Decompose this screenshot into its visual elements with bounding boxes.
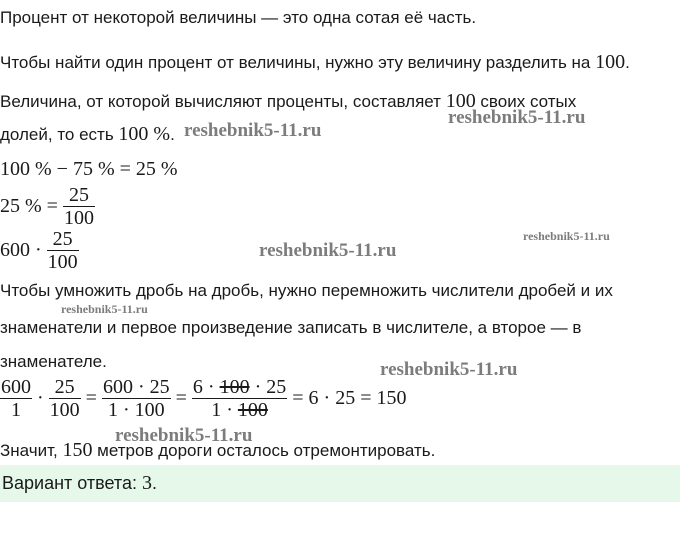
text-line-6: знаменатели и первое произведение записать в числителе, а второе — в — [0, 318, 582, 337]
text-line-5: Чтобы умножить дробь на дробь, нужно перемножить числители дробей и их — [0, 281, 613, 300]
equation-1: 100 % − 75 % = 25 % — [0, 158, 178, 180]
fraction-numerator: 25 — [54, 376, 75, 398]
number-100: 100 — [445, 90, 476, 112]
number-100: 100 — [595, 51, 626, 73]
answer-number: 3 — [141, 472, 152, 494]
text-line-4 — [0, 124, 175, 145]
answer-end: . — [151, 473, 157, 493]
text-line-3-end: своих сотых — [475, 92, 577, 111]
fraction-product — [102, 376, 171, 421]
watermark: reshebnik5-11.ru — [259, 240, 397, 261]
equals-operator: = — [85, 387, 97, 409]
fraction-denominator: 1 · 100 — [102, 398, 171, 421]
equation-big — [0, 376, 411, 421]
den-part-a: 1 · — [211, 399, 238, 421]
equation-3-left: 600 · — [0, 239, 42, 261]
equation-3 — [0, 228, 79, 270]
fraction-denominator: 100 — [47, 250, 79, 270]
text-line-2-body: Чтобы найти один процент от величины, нужно эту величину разделить на — [0, 53, 596, 72]
watermark: reshebnik5-11.ru — [523, 229, 610, 243]
num-part-a: 6 · — [192, 376, 220, 398]
text-line-3-body: Величина, от которой вычисляют проценты, составляет — [0, 92, 446, 111]
watermark: reshebnik5-11.ru — [184, 120, 322, 141]
fraction-25-100 — [49, 376, 81, 421]
fraction-25-100 — [63, 184, 95, 229]
fraction-denominator — [192, 398, 287, 421]
fraction-numerator — [192, 376, 287, 398]
dot-operator: · — [37, 387, 44, 409]
equation-2 — [0, 184, 95, 229]
result-tail: = 6 · 25 = 150 — [292, 387, 407, 409]
text-line-4-end: . — [170, 125, 175, 144]
number-150: 150 — [62, 439, 93, 461]
fraction-denominator: 100 — [63, 207, 94, 229]
fraction-denominator: 1 — [0, 398, 32, 421]
text-line-7: знаменателе. — [0, 352, 107, 371]
watermark: reshebnik5-11.ru — [115, 425, 253, 446]
watermark: reshebnik5-11.ru — [61, 302, 148, 316]
percent-100: 100 % — [118, 123, 171, 145]
text-line-8-end: метров дороги осталось отремонтировать. — [92, 441, 436, 460]
fraction-numerator: 25 — [68, 184, 89, 206]
equation-2-left: 25 % = — [0, 195, 58, 217]
fraction-600-1 — [0, 376, 32, 421]
text-line-1: Процент от некоторой величины — это одна сотая её часть. — [0, 8, 477, 27]
fraction-numerator: 25 — [52, 228, 73, 250]
fraction-25-100 — [47, 228, 79, 270]
cancelled-100: 100 — [237, 399, 268, 421]
num-part-c: · 25 — [249, 376, 287, 398]
fraction-numerator: 600 · 25 — [102, 376, 170, 398]
watermark: reshebnik5-11.ru — [380, 359, 518, 380]
text-line-4-body: долей, то есть — [0, 125, 119, 144]
equals-operator: = — [175, 387, 187, 409]
cancelled-100: 100 — [219, 376, 250, 398]
answer-box — [0, 465, 680, 502]
fraction-cancelled — [192, 376, 287, 421]
text-line-2-end: . — [625, 53, 630, 72]
watermark: reshebnik5-11.ru — [448, 107, 586, 128]
text-line-8-body: Значит, — [0, 441, 63, 460]
answer-label: Вариант ответа: — [2, 473, 142, 493]
fraction-denominator: 100 — [49, 399, 80, 421]
fraction-numerator: 600 — [1, 376, 31, 398]
text-line-2 — [0, 52, 630, 73]
